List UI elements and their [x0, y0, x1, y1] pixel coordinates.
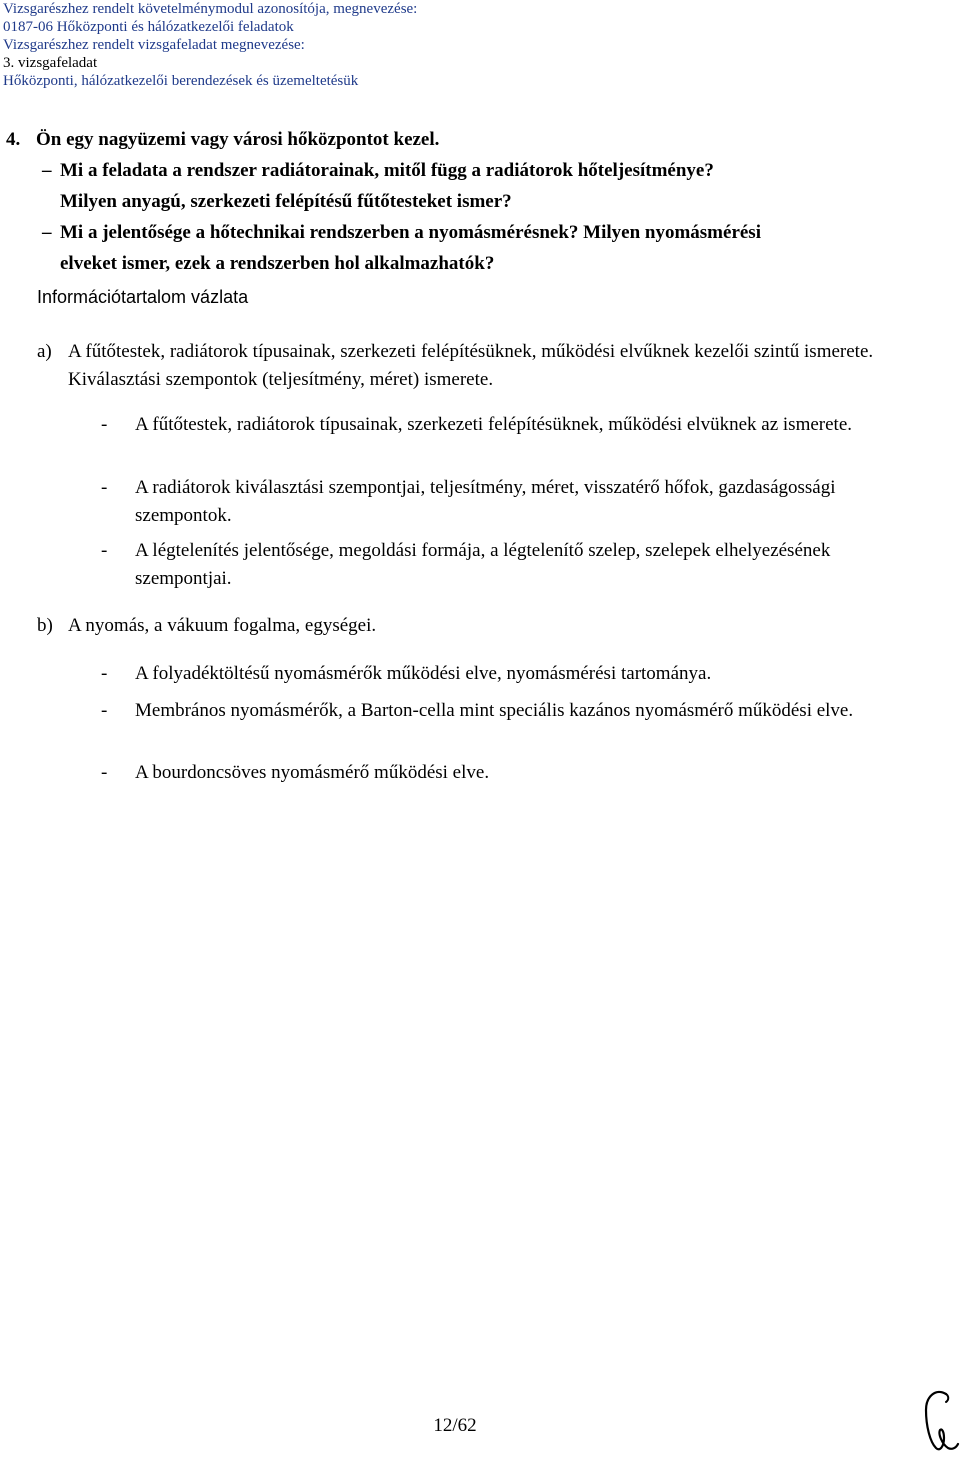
task-block	[6, 124, 936, 279]
section-a	[37, 338, 917, 394]
section-a-text: A fűtőtestek, radiátorok típusainak, szerkezeti felépítésüknek, működési elvűknek kezelői szintű ismerete. Kiválasztási szempontok (teljesítmény, méret) ismerete.	[68, 341, 874, 390]
section-a-letter: a)	[37, 341, 52, 362]
page-number: 12/62	[433, 1415, 477, 1436]
list-item-text: A radiátorok kiválasztási szempontjai, teljesítmény, méret, visszatérő hőfok, gazdaságossági szempontok.	[135, 477, 836, 526]
list-item	[101, 660, 921, 688]
header-task-name: Hőközponti, hálózatkezelői berendezések és üzemeltetésük	[3, 73, 359, 89]
task-title-text: Ön egy nagyüzemi vagy városi hőközpontot kezel.	[36, 129, 440, 150]
bullet-dash: -	[101, 477, 108, 498]
section-b-text: A nyomás, a vákuum fogalma, egységei.	[68, 615, 377, 636]
header-task-number: 3. vizsgafeladat	[3, 55, 98, 71]
list-item	[101, 697, 921, 725]
list-item-text: Membrános nyomásmérők, a Barton-cella mint speciális kazános nyomásmérő működési elve.	[135, 700, 854, 721]
question-2-line-1: Mi a jelentősége a hőtechnikai rendszerben a nyomásmérésnek? Milyen nyomásmérési	[60, 222, 761, 243]
list-item-text: A légtelenítés jelentősége, megoldási formája, a légtelenítő szelep, szelepek elhelyezésének szempontjai.	[135, 540, 831, 589]
bullet-dash: -	[101, 700, 108, 721]
question-2	[42, 217, 936, 248]
list-item	[101, 537, 921, 593]
list-item-text: A folyadéktöltésű nyomásmérők működési elve, nyomásmérési tartománya.	[135, 663, 712, 684]
info-heading: Információtartalom vázlata	[37, 287, 249, 307]
question-1	[42, 155, 936, 186]
task-title	[6, 124, 936, 155]
header-module-name: 0187-06 Hőközponti és hálózatkezelői feladatok	[3, 19, 294, 35]
section-b-letter: b)	[37, 615, 53, 636]
list-item	[101, 411, 921, 439]
task-number: 4.	[6, 129, 21, 150]
page-header	[3, 0, 603, 90]
question-1-line-1: Mi a feladata a rendszer radiátorainak, mitől függ a radiátorok hőteljesítménye?	[60, 160, 714, 181]
list-item-text: A bourdoncsöves nyomásmérő működési elve.	[135, 762, 490, 783]
list-item	[101, 759, 921, 787]
question-2-line-2: elveket ismer, ezek a rendszerben hol alkalmazhatók?	[60, 253, 495, 274]
signature-initials	[916, 1386, 960, 1458]
list-item-text: A fűtőtestek, radiátorok típusainak, szerkezeti felépítésüknek, működési elvüknek az ismerete.	[135, 414, 853, 435]
question-dash: –	[42, 160, 52, 181]
list-item	[101, 474, 921, 530]
question-dash: –	[42, 222, 52, 243]
question-1-line-2: Milyen anyagú, szerkezeti felépítésű fűtőtesteket ismer?	[60, 191, 512, 212]
header-module-label: Vizsgarészhez rendelt követelménymodul azonosítója, megnevezése:	[3, 1, 418, 17]
bullet-dash: -	[101, 663, 108, 684]
header-task-label: Vizsgarészhez rendelt vizsgafeladat megnevezése:	[3, 37, 305, 53]
bullet-dash: -	[101, 414, 108, 435]
section-b	[37, 612, 917, 640]
bullet-dash: -	[101, 762, 108, 783]
bullet-dash: -	[101, 540, 108, 561]
